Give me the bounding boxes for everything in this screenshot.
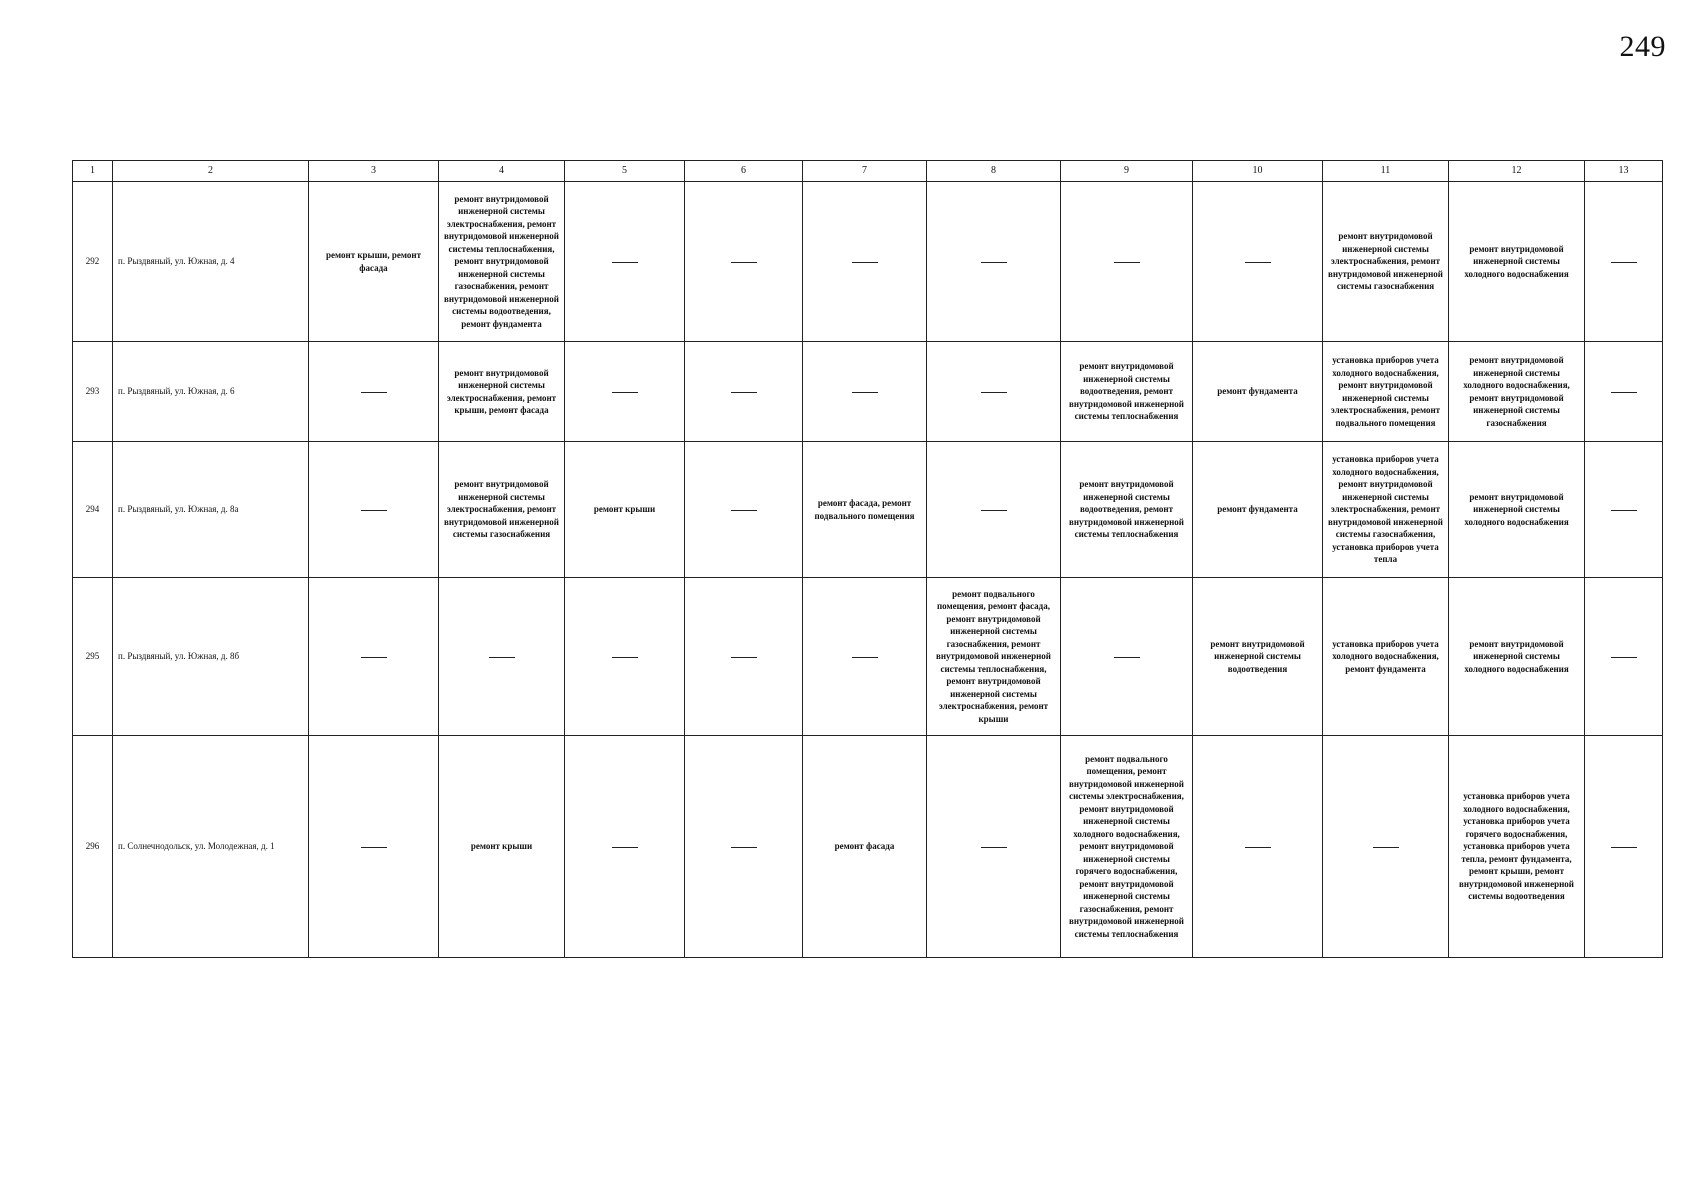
address-cell: п. Рыздвяный, ул. Южная, д. 6 xyxy=(113,342,309,442)
dash-mark xyxy=(612,847,638,848)
table-row xyxy=(73,342,1663,442)
dash-mark xyxy=(1114,262,1140,263)
table-row xyxy=(73,578,1663,736)
table-row xyxy=(73,736,1663,958)
empty-cell xyxy=(685,736,803,958)
empty-cell xyxy=(309,342,439,442)
row-number: 292 xyxy=(73,182,113,342)
empty-cell xyxy=(1323,736,1449,958)
dash-mark xyxy=(731,262,757,263)
empty-cell xyxy=(1585,442,1663,578)
work-cell: установка приборов учета холодного водоснабжения, ремонт внутридомовой инженерной системы электроснабжения, ремонт подвального помещения xyxy=(1323,342,1449,442)
dash-mark xyxy=(612,657,638,658)
dash-mark xyxy=(852,657,878,658)
row-number: 293 xyxy=(73,342,113,442)
empty-cell xyxy=(685,182,803,342)
dash-mark xyxy=(981,510,1007,511)
dash-mark xyxy=(612,392,638,393)
work-cell: ремонт фундамента xyxy=(1193,342,1323,442)
empty-cell xyxy=(1193,182,1323,342)
work-cell: ремонт внутридомовой инженерной системы водоотведения, ремонт внутридомовой инженерной системы теплоснабжения xyxy=(1061,442,1193,578)
dash-mark xyxy=(1373,847,1399,848)
empty-cell xyxy=(927,342,1061,442)
dash-mark xyxy=(852,392,878,393)
dash-mark xyxy=(1611,392,1637,393)
empty-cell xyxy=(439,578,565,736)
work-cell: ремонт внутридомовой инженерной системы электроснабжения, ремонт внутридомовой инженерной системы теплоснабжения, ремонт внутридомовой инженерной системы газоснабжения, ремонт внутридомовой инженерной системы водоотведения, ремонт фундамента xyxy=(439,182,565,342)
dash-mark xyxy=(361,847,387,848)
empty-cell xyxy=(309,736,439,958)
column-header: 1 xyxy=(73,161,113,182)
page-number: 249 xyxy=(1619,30,1666,63)
empty-cell xyxy=(927,442,1061,578)
column-header: 3 xyxy=(309,161,439,182)
address-cell: п. Рыздвяный, ул. Южная, д. 4 xyxy=(113,182,309,342)
work-cell: установка приборов учета холодного водоснабжения, установка приборов учета горячего водоснабжения, установка приборов учета тепла, ремонт фундамента, ремонт крыши, ремонт внутридомовой инженерной системы водоотведения xyxy=(1449,736,1585,958)
dash-mark xyxy=(1611,657,1637,658)
address-cell: п. Рыздвяный, ул. Южная, д. 8б xyxy=(113,578,309,736)
dash-mark xyxy=(489,657,515,658)
empty-cell xyxy=(1061,578,1193,736)
column-header: 8 xyxy=(927,161,1061,182)
dash-mark xyxy=(731,657,757,658)
column-header: 9 xyxy=(1061,161,1193,182)
empty-cell xyxy=(803,182,927,342)
work-cell: ремонт внутридомовой инженерной системы электроснабжения, ремонт внутридомовой инженерной системы газоснабжения xyxy=(1323,182,1449,342)
table-row xyxy=(73,182,1663,342)
empty-cell xyxy=(1585,736,1663,958)
dash-mark xyxy=(361,657,387,658)
column-header: 4 xyxy=(439,161,565,182)
row-number: 296 xyxy=(73,736,113,958)
dash-mark xyxy=(852,262,878,263)
dash-mark xyxy=(731,510,757,511)
address-cell: п. Солнечнодольск, ул. Молодежная, д. 1 xyxy=(113,736,309,958)
table-row xyxy=(73,442,1663,578)
empty-cell xyxy=(927,182,1061,342)
empty-cell xyxy=(565,342,685,442)
dash-mark xyxy=(1245,847,1271,848)
work-cell: ремонт внутридомовой инженерной системы холодного водоснабжения xyxy=(1449,442,1585,578)
dash-mark xyxy=(361,392,387,393)
work-cell: ремонт внутридомовой инженерной системы холодного водоснабжения xyxy=(1449,182,1585,342)
work-cell: ремонт фасада, ремонт подвального помещения xyxy=(803,442,927,578)
empty-cell xyxy=(803,342,927,442)
empty-cell xyxy=(565,736,685,958)
dash-mark xyxy=(981,847,1007,848)
dash-mark xyxy=(731,392,757,393)
empty-cell xyxy=(685,578,803,736)
empty-cell xyxy=(1585,342,1663,442)
dash-mark xyxy=(1611,510,1637,511)
work-cell: ремонт подвального помещения, ремонт внутридомовой инженерной системы электроснабжения, ремонт внутридомовой инженерной системы холодного водоснабжения, ремонт внутридомовой инженерной системы горячего водоснабжения, ремонт внутридомовой инженерной системы газоснабжения, ремонт внутридомовой инженерной системы теплоснабжения xyxy=(1061,736,1193,958)
work-cell: ремонт внутридомовой инженерной системы холодного водоснабжения, ремонт внутридомовой инженерной системы газоснабжения xyxy=(1449,342,1585,442)
empty-cell xyxy=(685,342,803,442)
empty-cell xyxy=(565,578,685,736)
work-cell: ремонт внутридомовой инженерной системы холодного водоснабжения xyxy=(1449,578,1585,736)
empty-cell xyxy=(1061,182,1193,342)
empty-cell xyxy=(927,736,1061,958)
empty-cell xyxy=(1585,182,1663,342)
empty-cell xyxy=(685,442,803,578)
dash-mark xyxy=(1114,657,1140,658)
column-header: 13 xyxy=(1585,161,1663,182)
empty-cell xyxy=(565,182,685,342)
empty-cell xyxy=(1193,736,1323,958)
column-header: 11 xyxy=(1323,161,1449,182)
column-header: 5 xyxy=(565,161,685,182)
work-cell: ремонт внутридомовой инженерной системы электроснабжения, ремонт внутридомовой инженерной системы газоснабжения xyxy=(439,442,565,578)
empty-cell xyxy=(803,578,927,736)
work-cell: ремонт крыши xyxy=(565,442,685,578)
work-cell: ремонт внутридомовой инженерной системы водоотведения xyxy=(1193,578,1323,736)
column-header: 2 xyxy=(113,161,309,182)
column-header: 7 xyxy=(803,161,927,182)
row-number: 294 xyxy=(73,442,113,578)
work-cell: ремонт крыши xyxy=(439,736,565,958)
work-cell: ремонт крыши, ремонт фасада xyxy=(309,182,439,342)
column-header: 10 xyxy=(1193,161,1323,182)
work-cell: ремонт внутридомовой инженерной системы электроснабжения, ремонт крыши, ремонт фасада xyxy=(439,342,565,442)
dash-mark xyxy=(981,392,1007,393)
work-cell: установка приборов учета холодного водоснабжения, ремонт внутридомовой инженерной системы электроснабжения, ремонт внутридомовой инженерной системы газоснабжения, установка приборов учета тепла xyxy=(1323,442,1449,578)
dash-mark xyxy=(361,510,387,511)
capital-repair-table xyxy=(72,160,1663,958)
work-cell: ремонт подвального помещения, ремонт фасада, ремонт внутридомовой инженерной системы газоснабжения, ремонт внутридомовой инженерной системы теплоснабжения, ремонт внутридомовой инженерной системы электроснабжения, ремонт крыши xyxy=(927,578,1061,736)
dash-mark xyxy=(1611,847,1637,848)
empty-cell xyxy=(1585,578,1663,736)
column-number-row xyxy=(73,161,1663,182)
work-cell: ремонт фасада xyxy=(803,736,927,958)
empty-cell xyxy=(309,442,439,578)
work-cell: ремонт внутридомовой инженерной системы водоотведения, ремонт внутридомовой инженерной системы теплоснабжения xyxy=(1061,342,1193,442)
dash-mark xyxy=(1611,262,1637,263)
work-cell: ремонт фундамента xyxy=(1193,442,1323,578)
dash-mark xyxy=(981,262,1007,263)
row-number: 295 xyxy=(73,578,113,736)
dash-mark xyxy=(731,847,757,848)
dash-mark xyxy=(1245,262,1271,263)
column-header: 6 xyxy=(685,161,803,182)
work-cell: установка приборов учета холодного водоснабжения, ремонт фундамента xyxy=(1323,578,1449,736)
column-header: 12 xyxy=(1449,161,1585,182)
empty-cell xyxy=(309,578,439,736)
dash-mark xyxy=(612,262,638,263)
address-cell: п. Рыздвяный, ул. Южная, д. 8а xyxy=(113,442,309,578)
